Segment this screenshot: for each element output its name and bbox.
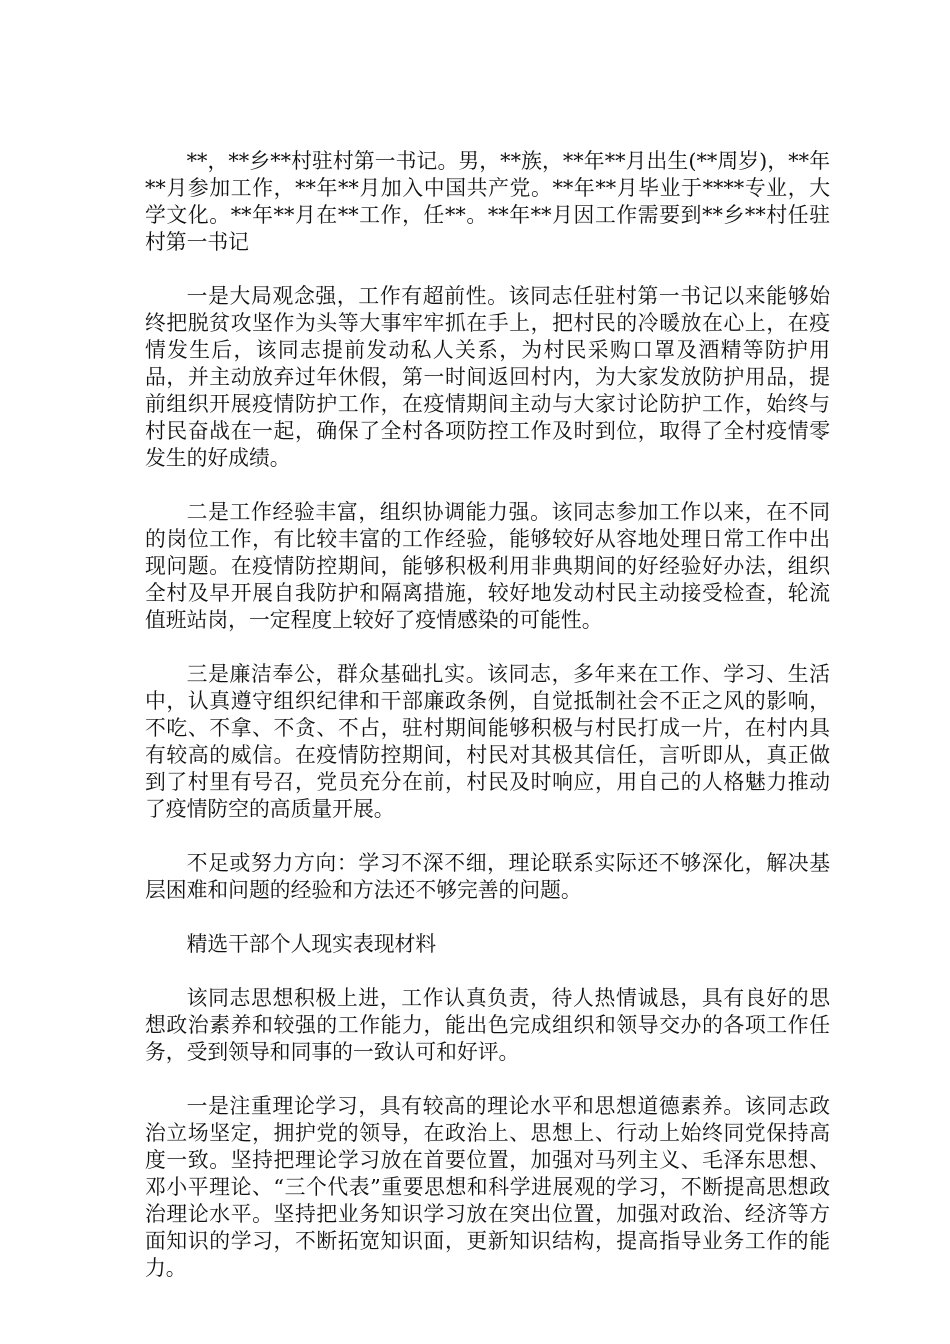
paragraph-point-one: 一是大局观念强，工作有超前性。该同志任驻村第一书记以来能够始终把脱贫攻坚作为头等大事牢牢抓在手上，把村民的冷暖放在心上，在疫情发生后，该同志提前发动私人关系，为村民采购口罩及酒精等防护用品，并主动放弃过年休假，第一时间返回村内，为大家发放防护用品，提前组织开展疫情防护工作，在疫情期间主动与大家讨论防护工作，始终与村民奋战在一起，确保了全村各项防控工作及时到位，取得了全村疫情零发生的好成绩。: [145, 284, 830, 470]
paragraph-theory-study: 一是注重理论学习，具有较高的理论水平和思想道德素养。该同志政治立场坚定，拥护党的领导，在政治上、思想上、行动上始终同党保持高度一致。坚持把理论学习放在首要位置，加强对马列主义、毛泽东思想、邓小平理论、“三个代表”重要思想和科学进展观的学习，不断提高思想政治理论水平。坚持把业务知识学习放在突出位置，加强对政治、经济等方面知识的学习，不断拓宽知识面，更新知识结构，提高指导业务工作的能力。: [145, 1094, 830, 1280]
document-page: [145, 148, 830, 1309]
paragraph-summary: 该同志思想积极上进，工作认真负责，待人热情诚恳，具有良好的思想政治素养和较强的工作能力，能出色完成组织和领导交办的各项工作任务，受到领导和同事的一致认可和好评。: [145, 986, 830, 1064]
paragraph-profile: **，**乡**村驻村第一书记。男，**族，**年**月出生(**周岁)，**年**月参加工作，**年**月加入中国共产党。**年**月毕业于****专业，大学文化。**年**月在**工作，任**。**年**月因工作需要到**乡**村任驻村第一书记: [145, 149, 830, 254]
paragraph-point-three: 三是廉洁奉公，群众基础扎实。该同志，多年来在工作、学习、生活中，认真遵守组织纪律和干部廉政条例，自觉抵制社会不正之风的影响，不吃、不拿、不贪、不占，驻村期间能够积极与村民打成一片，在村内具有较高的威信。在疫情防控期间，村民对其极其信任，言听即从，真正做到了村里有号召，党员充分在前，村民及时响应，用自己的人格魅力推动了疫情防空的高质量开展。: [145, 662, 830, 821]
paragraph-point-two: 二是工作经验丰富，组织协调能力强。该同志参加工作以来，在不同的岗位工作，有比较丰富的工作经验，能够较好从容地处理日常工作中出现问题。在疫情防控期间，能够积极利用非典期间的好经验好办法，组织全村及早开展自我防护和隔离措施，较好地发动村民主动接受检查，轮流值班站岗，一定程度上较好了疫情感染的可能性。: [145, 500, 830, 632]
paragraph-shortcomings: 不足或努力方向：学习不深不细，理论联系实际还不够深化，解决基层困难和问题的经验和方法还不够完善的问题。: [145, 851, 830, 902]
section-heading: 精选干部个人现实表现材料: [186, 932, 437, 956]
